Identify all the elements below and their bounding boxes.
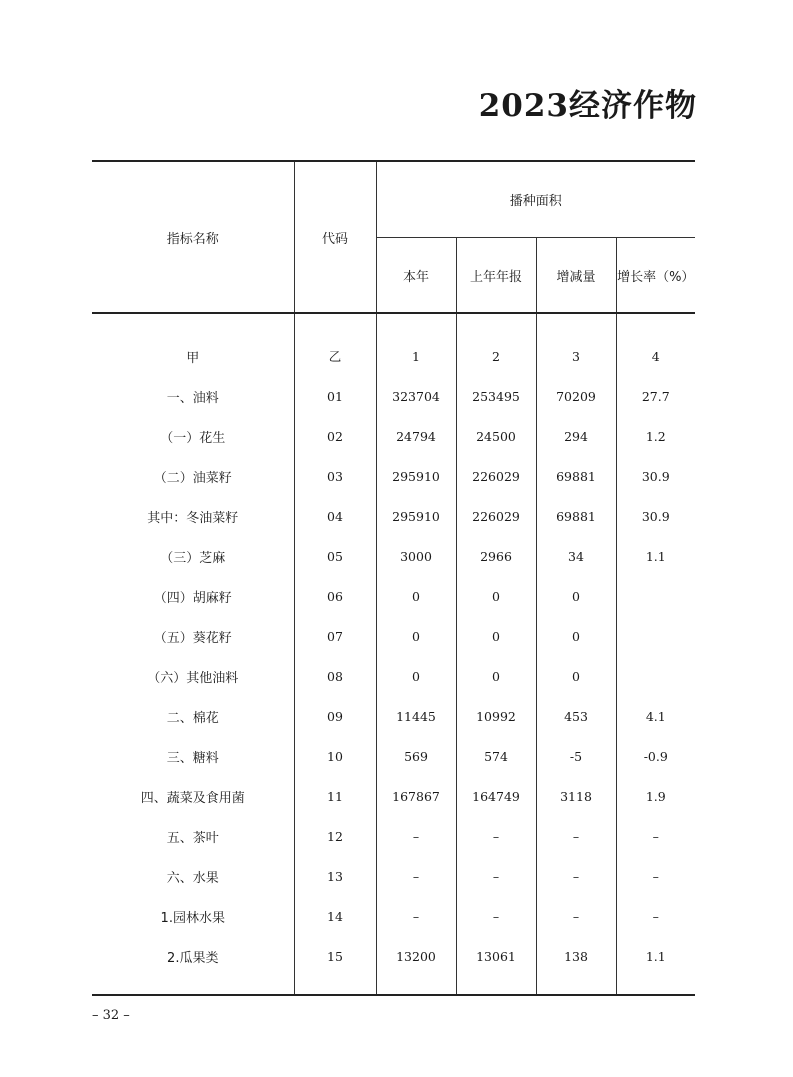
- row-code: 11: [294, 776, 376, 816]
- row-change: –: [536, 856, 616, 896]
- row-name: 六、水果: [92, 856, 294, 896]
- row-previous-year: 24500: [456, 416, 536, 456]
- row-current-year: 0: [376, 616, 456, 656]
- header-growth-rate: 增长率（%）: [616, 238, 695, 314]
- row-growth-rate: –: [652, 908, 659, 924]
- row-growth-rate: [616, 616, 695, 656]
- row-change: 294: [536, 416, 616, 456]
- row-code: 01: [294, 376, 376, 416]
- row-change: 453: [536, 696, 616, 736]
- row-change: 0: [536, 616, 616, 656]
- row-code: 12: [294, 816, 376, 856]
- row-code: 02: [294, 416, 376, 456]
- header-sown-area: 播种面积: [376, 161, 695, 238]
- row-current-year: 295910: [376, 496, 456, 536]
- row-previous-year: –: [456, 896, 536, 936]
- table-bottom-rule: [92, 976, 695, 995]
- table-row: [92, 376, 695, 416]
- table-row: [92, 616, 695, 656]
- row-change: 69881: [536, 496, 616, 536]
- row-previous-year: 0: [456, 616, 536, 656]
- row-name: （二）油菜籽: [92, 456, 294, 496]
- row-change: –: [536, 896, 616, 936]
- table-bottom-cell: [92, 976, 294, 995]
- row-change: 3118: [536, 776, 616, 816]
- table-row: [92, 736, 695, 776]
- row-growth-rate: –: [652, 828, 659, 844]
- row-current-year: –: [376, 816, 456, 856]
- header-current-year: 本年: [376, 238, 456, 314]
- row-previous-year: 226029: [456, 456, 536, 496]
- row-previous-year: 10992: [456, 696, 536, 736]
- row-current-year: 323704: [376, 376, 456, 416]
- row-growth-rate: –: [652, 868, 659, 884]
- row-change: –: [536, 816, 616, 856]
- header-code: 代码: [294, 161, 376, 313]
- header-change: 增减量: [536, 238, 616, 314]
- page-number: – 32 –: [92, 1008, 130, 1023]
- row-previous-year: 2: [456, 313, 536, 376]
- row-previous-year: 0: [456, 656, 536, 696]
- header-previous-year: 上年年报: [456, 238, 536, 314]
- row-change: 69881: [536, 456, 616, 496]
- row-growth-rate: [616, 656, 695, 696]
- row-current-year: –: [376, 856, 456, 896]
- page-title: 2023经济作物: [478, 88, 697, 124]
- row-current-year: 3000: [376, 536, 456, 576]
- row-current-year: 24794: [376, 416, 456, 456]
- row-previous-year: 164749: [456, 776, 536, 816]
- row-change: 138: [536, 936, 616, 976]
- row-name: （一）花生: [92, 416, 294, 456]
- table-row: [92, 656, 695, 696]
- row-growth-rate: 4.1: [645, 708, 666, 724]
- row-name: 甲: [92, 313, 294, 376]
- table-bottom-cell: [616, 976, 695, 995]
- row-previous-year: 0: [456, 576, 536, 616]
- row-code: 10: [294, 736, 376, 776]
- table-bottom-cell: [456, 976, 536, 995]
- row-growth-rate: 1.9: [645, 788, 666, 804]
- row-previous-year: 13061: [456, 936, 536, 976]
- row-name: （六）其他油料: [92, 656, 294, 696]
- row-name: （四）胡麻籽: [92, 576, 294, 616]
- table-row: [92, 496, 695, 536]
- row-growth-rate: 1.1: [645, 548, 666, 564]
- table-row: [92, 896, 695, 936]
- table-row: [92, 936, 695, 976]
- row-code: 09: [294, 696, 376, 736]
- row-current-year: –: [376, 896, 456, 936]
- table-row: [92, 536, 695, 576]
- row-code: 06: [294, 576, 376, 616]
- row-code: 08: [294, 656, 376, 696]
- row-growth-rate: 4: [651, 348, 660, 364]
- row-code: 13: [294, 856, 376, 896]
- table-bottom-cell: [376, 976, 456, 995]
- table-row: [92, 696, 695, 736]
- row-name: 其中：冬油菜籽: [92, 496, 294, 536]
- table-body: [92, 313, 695, 995]
- row-change: 0: [536, 656, 616, 696]
- row-previous-year: –: [456, 816, 536, 856]
- row-change: -5: [536, 736, 616, 776]
- row-name: 1.园林水果: [92, 896, 294, 936]
- row-growth-rate: [616, 576, 695, 616]
- row-current-year: 295910: [376, 456, 456, 496]
- table-bottom-cell: [536, 976, 616, 995]
- row-code: 05: [294, 536, 376, 576]
- row-change: 3: [536, 313, 616, 376]
- row-current-year: 1: [376, 313, 456, 376]
- row-name: 2.瓜果类: [92, 936, 294, 976]
- row-previous-year: 253495: [456, 376, 536, 416]
- row-growth-rate: 1.1: [645, 948, 666, 964]
- row-previous-year: –: [456, 856, 536, 896]
- row-previous-year: 574: [456, 736, 536, 776]
- row-growth-rate: 1.2: [645, 428, 666, 444]
- row-current-year: 13200: [376, 936, 456, 976]
- row-code: 15: [294, 936, 376, 976]
- row-previous-year: 226029: [456, 496, 536, 536]
- crop-area-table: [92, 160, 695, 996]
- header-indicator-name: 指标名称: [92, 161, 294, 313]
- row-growth-rate: 27.7: [641, 388, 670, 404]
- table-row: [92, 816, 695, 856]
- table-bottom-cell: [294, 976, 376, 995]
- table-row: [92, 576, 695, 616]
- row-name: 一、油料: [92, 376, 294, 416]
- row-code: 07: [294, 616, 376, 656]
- row-change: 0: [536, 576, 616, 616]
- row-growth-rate: -0.9: [643, 748, 668, 764]
- row-code: 04: [294, 496, 376, 536]
- row-current-year: 11445: [376, 696, 456, 736]
- table-row: [92, 416, 695, 456]
- row-growth-rate: 30.9: [641, 508, 670, 524]
- row-growth-rate: 30.9: [641, 468, 670, 484]
- row-code: 14: [294, 896, 376, 936]
- table-row: [92, 776, 695, 816]
- row-name: 三、糖料: [92, 736, 294, 776]
- row-code: 03: [294, 456, 376, 496]
- table-row: [92, 313, 695, 376]
- row-change: 34: [536, 536, 616, 576]
- row-code: 乙: [294, 313, 376, 376]
- row-current-year: 0: [376, 576, 456, 616]
- row-current-year: 0: [376, 656, 456, 696]
- row-name: （三）芝麻: [92, 536, 294, 576]
- table-row: [92, 456, 695, 496]
- table-row: [92, 856, 695, 896]
- row-previous-year: 2966: [456, 536, 536, 576]
- row-name: 四、蔬菜及食用菌: [92, 776, 294, 816]
- row-name: 五、茶叶: [92, 816, 294, 856]
- row-name: 二、棉花: [92, 696, 294, 736]
- row-current-year: 569: [376, 736, 456, 776]
- row-current-year: 167867: [376, 776, 456, 816]
- row-change: 70209: [536, 376, 616, 416]
- row-name: （五）葵花籽: [92, 616, 294, 656]
